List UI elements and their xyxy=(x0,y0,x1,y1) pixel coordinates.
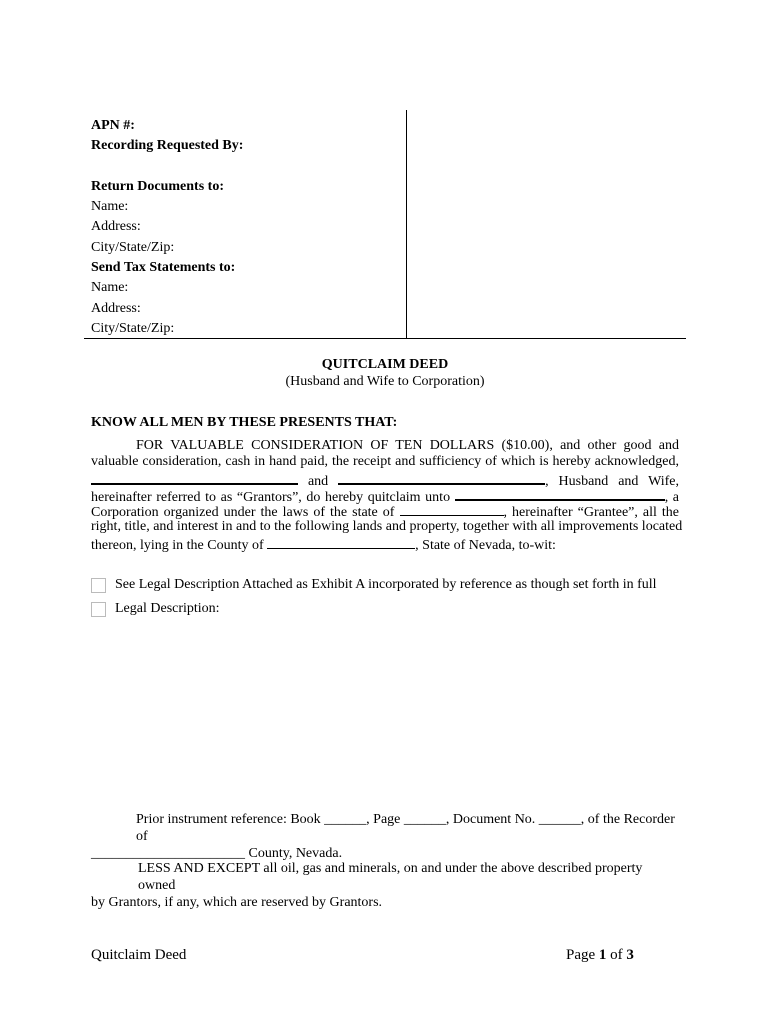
document-title: QUITCLAIM DEED xyxy=(321,357,449,372)
page-number: Page 1 of 3 xyxy=(566,947,634,963)
apn-label: APN #: xyxy=(91,118,135,133)
body-line-7: thereon, lying in the County of , State of Nevada, to-wit: xyxy=(91,537,556,553)
return-city-label: City/State/Zip: xyxy=(91,239,175,255)
less-and-except xyxy=(91,860,679,911)
body-line-4: hereinafter referred to as “Grantors”, do hereby quitclaim unto , a xyxy=(91,487,679,503)
legal-description-label: Legal Description: xyxy=(115,601,220,616)
less-line-2: by Grantors, if any, which are reserved by Grantors. xyxy=(91,895,383,910)
body-line-5: Corporation organized under the laws of the state of , hereinafter “Grantee”, all the xyxy=(91,505,680,521)
return-documents-label: Return Documents to: xyxy=(91,178,224,194)
prior-instrument-reference xyxy=(91,811,679,862)
exhibit-checkbox[interactable] xyxy=(91,578,106,593)
legal-description-checkbox[interactable] xyxy=(91,602,106,617)
less-line-1: LESS AND EXCEPT all oil, gas and minerals, on and under the above described property owned xyxy=(138,861,643,893)
tax-address-label: Address: xyxy=(91,300,141,316)
deed-body xyxy=(91,438,683,553)
return-address-label: Address: xyxy=(91,219,141,235)
header-fields xyxy=(91,116,243,339)
body-line-6: right, title, and interest in and to the following lands and property, together with all improvements located xyxy=(91,519,683,535)
exhibit-option-label: See Legal Description Attached as Exhibit A incorporated by reference as though set forth in full xyxy=(115,577,657,592)
recording-requested-by-label: Recording Requested By: xyxy=(91,138,244,154)
prior-line-1: Prior instrument reference: Book ______, Page ______, Document No. ______, of the Recorder of xyxy=(136,812,675,844)
footer-title: Quitclaim Deed xyxy=(91,947,187,963)
grantor-1-blank[interactable] xyxy=(91,471,298,485)
tax-name-label: Name: xyxy=(91,280,129,296)
grantor-2-blank[interactable] xyxy=(338,471,545,485)
body-line-1: FOR VALUABLE CONSIDERATION OF TEN DOLLARS ($10.00), and other good and xyxy=(136,438,679,453)
state-blank[interactable] xyxy=(400,503,504,516)
body-line-2: valuable consideration, cash in hand paid, the receipt and sufficiency of which is hereby acknowledged, xyxy=(91,454,679,470)
grantee-blank[interactable] xyxy=(455,487,665,501)
section-heading: KNOW ALL MEN BY THESE PRESENTS THAT: xyxy=(91,415,398,430)
prior-line-2: ______________________ County, Nevada. xyxy=(91,846,343,861)
send-tax-label: Send Tax Statements to: xyxy=(91,260,236,276)
recording-header-box xyxy=(84,110,686,339)
document-subtitle: (Husband and Wife to Corporation) xyxy=(285,374,485,389)
header-divider xyxy=(406,110,407,338)
legal-description-option[interactable] xyxy=(91,601,220,617)
county-blank[interactable] xyxy=(267,536,415,549)
exhibit-option[interactable] xyxy=(91,577,657,593)
body-line-3: and , Husband and Wife, xyxy=(91,471,679,487)
tax-city-label: City/State/Zip: xyxy=(91,320,175,336)
return-name-label: Name: xyxy=(91,199,129,215)
